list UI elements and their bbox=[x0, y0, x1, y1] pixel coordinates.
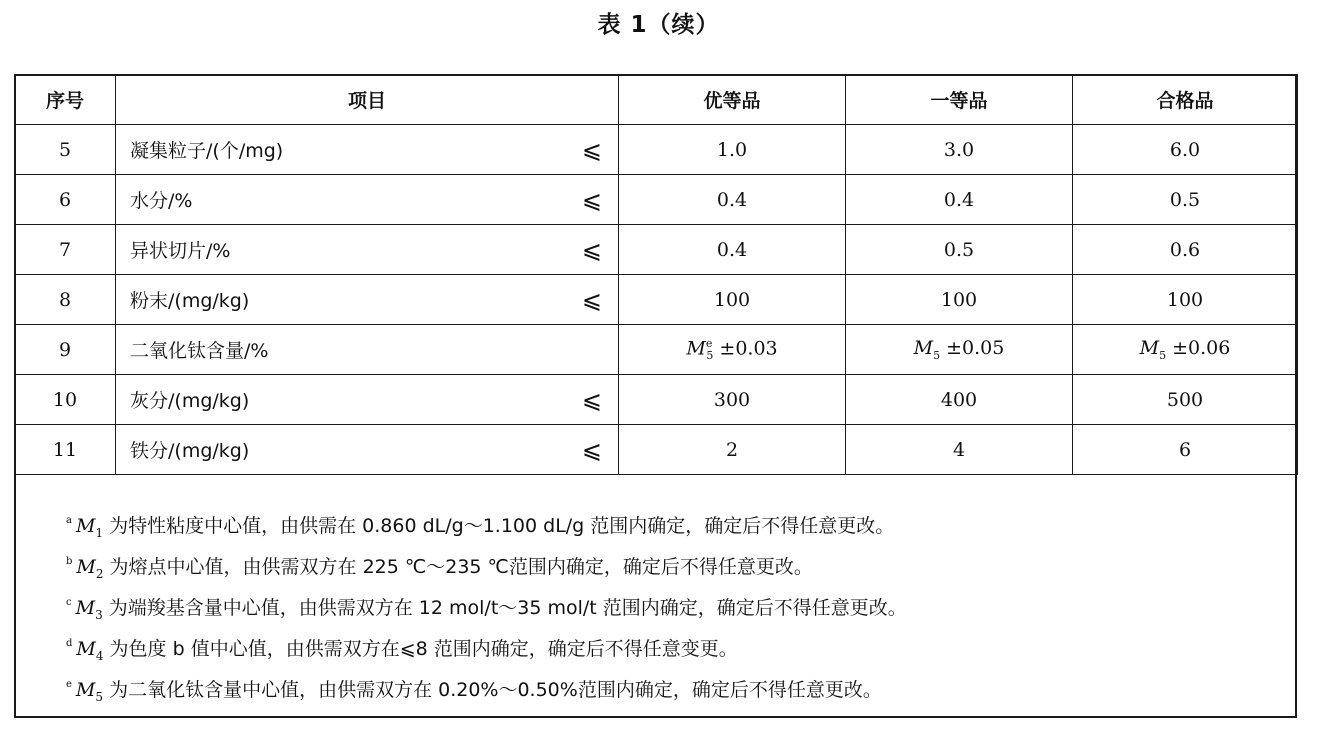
value-premium: 0.4 bbox=[619, 225, 846, 275]
value-qualified: 100 bbox=[1073, 275, 1298, 325]
item-label: 铁分/(mg/kg) bbox=[130, 440, 250, 462]
table-row bbox=[15, 125, 1298, 175]
value-premium: 300 bbox=[619, 375, 846, 425]
header-row bbox=[15, 75, 1298, 125]
footnote-symbol: $M_2$ bbox=[76, 556, 104, 581]
footnote-symbol: $M_1$ bbox=[75, 515, 104, 540]
value-premium: 0.4 bbox=[619, 175, 846, 225]
table-row bbox=[15, 325, 1298, 375]
footnote-mark: b bbox=[66, 556, 73, 567]
footnote-text: 为色度 b 值中心值，由供需双方在⩽8 范围内确定，确定后不得任意变更。 bbox=[103, 638, 738, 660]
table-row bbox=[15, 175, 1298, 225]
value-qualified: 500 bbox=[1073, 375, 1298, 425]
value-premium: 100 bbox=[619, 275, 846, 325]
value-qualified: 6.0 bbox=[1073, 125, 1298, 175]
row-number: 6 bbox=[15, 175, 116, 225]
value-qualified: 6 bbox=[1073, 425, 1298, 475]
item-label: 灰分/(mg/kg) bbox=[130, 390, 250, 412]
footnote-text: 为二氧化钛含量中心值，由供需双方在 0.20%～0.50%范围内确定，确定后不得任意更改。 bbox=[103, 679, 882, 701]
row-number: 10 bbox=[15, 375, 116, 425]
value-first-grade: $M_5 \pm 0.05$ bbox=[846, 325, 1073, 375]
footnotes bbox=[66, 500, 1266, 705]
header-no: 序号 bbox=[15, 75, 116, 125]
table-row bbox=[15, 275, 1298, 325]
row-item bbox=[116, 275, 619, 325]
header-qualified: 合格品 bbox=[1073, 75, 1298, 125]
value-first-grade: 400 bbox=[846, 375, 1073, 425]
footnote-mark: a bbox=[66, 515, 72, 526]
footnote-symbol: $M_5$ bbox=[75, 679, 104, 704]
item-label: 粉末/(mg/kg) bbox=[130, 290, 250, 312]
table-row bbox=[15, 375, 1298, 425]
item-label: 二氧化钛含量/% bbox=[130, 340, 269, 362]
less-equal-symbol: ⩽ bbox=[581, 435, 602, 464]
less-equal-symbol: ⩽ bbox=[581, 185, 602, 214]
value-first-grade: 100 bbox=[846, 275, 1073, 325]
footnote bbox=[66, 664, 1266, 705]
footnote-mark: c bbox=[66, 597, 72, 608]
spec-table bbox=[14, 74, 1298, 475]
footnote-text: 为特性粘度中心值，由供需在 0.860 dL/g～1.100 dL/g 范围内确定，确定后不得任意更改。 bbox=[103, 515, 895, 537]
table-row bbox=[15, 425, 1298, 475]
less-equal-symbol: ⩽ bbox=[581, 135, 602, 164]
value-qualified: 0.5 bbox=[1073, 175, 1298, 225]
value-premium: 2 bbox=[619, 425, 846, 475]
row-number: 9 bbox=[15, 325, 116, 375]
table-row bbox=[15, 225, 1298, 275]
row-item bbox=[116, 425, 619, 475]
footnote-mark: d bbox=[66, 638, 73, 649]
value-qualified: 0.6 bbox=[1073, 225, 1298, 275]
less-equal-symbol: ⩽ bbox=[581, 385, 602, 414]
less-equal-symbol: ⩽ bbox=[581, 235, 602, 264]
value-qualified: $M_5 \pm 0.06$ bbox=[1073, 325, 1298, 375]
table-title: 表 1（续） bbox=[597, 12, 720, 38]
footnote-symbol: $M_4$ bbox=[76, 638, 104, 663]
value-premium: 1.0 bbox=[619, 125, 846, 175]
row-number: 11 bbox=[15, 425, 116, 475]
less-equal-symbol: ⩽ bbox=[581, 285, 602, 314]
header-premium: 优等品 bbox=[619, 75, 846, 125]
row-item bbox=[116, 375, 619, 425]
item-label: 凝集粒子/(个/mg) bbox=[130, 140, 284, 162]
footnote-text: 为端羧基含量中心值，由供需双方在 12 mol/t～35 mol/t 范围内确定，确定后不得任意更改。 bbox=[102, 597, 907, 619]
row-item bbox=[116, 175, 619, 225]
footnote bbox=[66, 500, 1266, 541]
row-number: 7 bbox=[15, 225, 116, 275]
value-first-grade: 0.5 bbox=[846, 225, 1073, 275]
row-item bbox=[116, 325, 619, 375]
footnote bbox=[66, 541, 1266, 582]
row-item bbox=[116, 225, 619, 275]
footnote-mark: e bbox=[66, 679, 72, 690]
footnote-text: 为熔点中心值，由供需双方在 225 ℃～235 ℃范围内确定，确定后不得任意更改。 bbox=[103, 556, 813, 578]
item-label: 水分/% bbox=[130, 190, 193, 212]
header-item: 项目 bbox=[116, 75, 619, 125]
value-first-grade: 0.4 bbox=[846, 175, 1073, 225]
footnote bbox=[66, 623, 1266, 664]
header-first-grade: 一等品 bbox=[846, 75, 1073, 125]
item-label: 异状切片/% bbox=[130, 240, 231, 262]
value-first-grade: 4 bbox=[846, 425, 1073, 475]
row-number: 5 bbox=[15, 125, 116, 175]
row-number: 8 bbox=[15, 275, 116, 325]
value-premium: $M^e_5 \pm 0.03$ bbox=[619, 325, 846, 375]
footnote-symbol: $M_3$ bbox=[75, 597, 103, 622]
row-item bbox=[116, 125, 619, 175]
footnote bbox=[66, 582, 1266, 623]
value-first-grade: 3.0 bbox=[846, 125, 1073, 175]
